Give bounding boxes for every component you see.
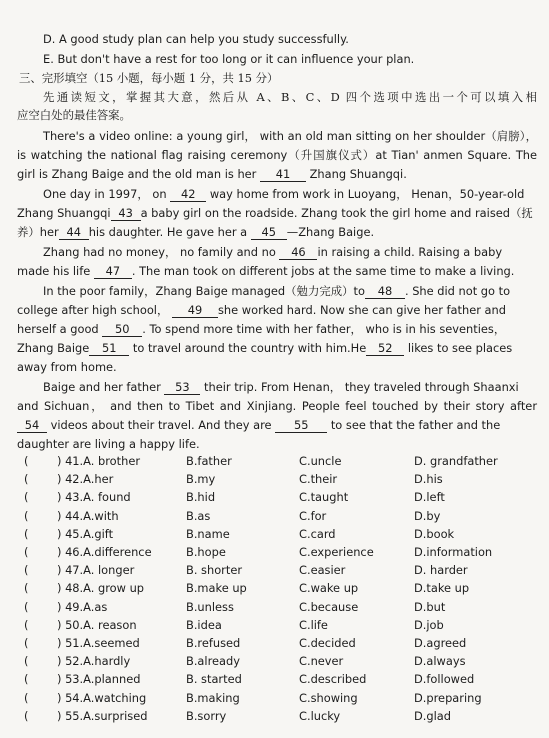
passage-text: One day in 1997， on [43, 187, 167, 201]
passage-text: made his life [17, 264, 91, 278]
option-d: D.left [414, 490, 445, 505]
option-a: ) 50.A. reason [57, 617, 137, 632]
blank-45: 45 [251, 226, 287, 240]
option-b: B.refused [186, 636, 241, 650]
option-e-text: E. But don't have a rest for too long or it can influence your plan. [43, 52, 415, 66]
answer-paren: ( [24, 472, 29, 487]
option-a: ) 47.A. longer [57, 563, 135, 578]
passage-text: —Zhang Baige. [286, 225, 375, 239]
option-d: D.information [414, 545, 493, 559]
question-row [0, 525, 549, 543]
passage-text: . She did not go to [404, 284, 511, 298]
option-c: C.card [299, 526, 336, 541]
blank-50: 50 [102, 323, 142, 337]
blank-48: 48 [365, 285, 405, 299]
passage-line: and Sichuan， and then to Tibet and Xinjiang. People feel touched by their story after [17, 399, 537, 413]
option-c: C.showing [299, 690, 358, 705]
question-row [0, 543, 549, 561]
option-b: B.make up [186, 581, 247, 596]
blank-43: 43 [111, 207, 141, 221]
passage-line [17, 340, 537, 356]
passage-text: . The man took on different jobs at the same time to make a living. [131, 264, 515, 278]
instruction-line-2: 应空白处的最佳答案。 [17, 108, 131, 122]
option-d: D.always [414, 654, 466, 669]
passage-text: girl is Zhang Baige and the old man is her [17, 167, 257, 181]
question-row [0, 634, 549, 652]
blank-54: 54 [17, 419, 47, 433]
option-b: B.hope [186, 545, 226, 559]
passage-line: away from home. [17, 360, 117, 374]
question-row [0, 470, 549, 488]
option-a: ) 48.A. grow up [57, 581, 145, 596]
blank-41: 41 [260, 168, 306, 182]
question-row [0, 561, 549, 579]
answer-paren: ( [24, 526, 29, 541]
passage-text: Baige and her father [43, 380, 161, 394]
passage-text: Zhang Shuangqi. [309, 167, 407, 181]
answer-paren: ( [24, 617, 29, 632]
passage-line [43, 186, 537, 202]
passage-text: she worked hard. Now she can give her father and [218, 303, 506, 317]
passage-text: Zhang Shuangqi [17, 206, 111, 220]
option-b: B.making [186, 690, 240, 705]
question-row [0, 507, 549, 525]
blank-53: 53 [164, 381, 200, 395]
option-b: B.my [186, 472, 216, 487]
option-d: D.job [414, 617, 444, 632]
question-row [0, 579, 549, 597]
option-b: B.as [186, 508, 211, 523]
option-a: ) 51.A.seemed [57, 636, 140, 650]
option-c: C.taught [299, 490, 349, 505]
blank-42: 42 [170, 188, 206, 202]
passage-line [17, 263, 537, 279]
option-c: C.never [299, 654, 344, 669]
question-row [0, 598, 549, 616]
option-a: ) 43.A. found [57, 490, 131, 505]
option-a: ) 44.A.with [57, 508, 119, 523]
question-row [0, 689, 549, 707]
option-d: D.followed [414, 672, 475, 687]
option-b: B. shorter [186, 563, 243, 578]
answer-paren: ( [24, 654, 29, 669]
passage-text: 养）her [17, 225, 59, 239]
option-a: ) 55.A.surprised [57, 708, 148, 723]
option-d: D.preparing [414, 690, 482, 705]
blank-52: 52 [366, 342, 404, 356]
passage-text: Zhang had no money， no family and no [43, 245, 276, 259]
blank-49: 49 [172, 304, 218, 318]
option-a: ) 54.A.watching [57, 690, 147, 705]
answer-paren: ( [24, 545, 29, 559]
option-c: C.life [299, 617, 328, 632]
passage-line [17, 321, 537, 337]
answer-paren: ( [24, 690, 29, 705]
passage-line [17, 417, 537, 433]
option-a: ) 41.A. brother [57, 454, 141, 468]
answer-paren: ( [24, 454, 29, 468]
passage-line: is watching the national flag raising ceremony（升国旗仪式）at Tian' anmen Square. The [17, 148, 537, 162]
question-row [0, 652, 549, 670]
question-row [0, 488, 549, 506]
passage-line [43, 379, 537, 395]
option-d-text: D. A good study plan can help you study successfully. [43, 32, 349, 46]
passage-line [17, 224, 537, 240]
option-b: B. started [186, 672, 242, 687]
passage-line [17, 166, 537, 182]
passage-text: herself a good [17, 322, 99, 336]
passage-text: Zhang Baige [17, 341, 90, 355]
passage-line [17, 205, 537, 221]
option-d: D. grandfather [414, 454, 498, 468]
passage-text: . To spend more time with her father， who is in his seventies， [142, 322, 506, 336]
passage-text: his daughter. He gave her a [88, 225, 248, 239]
question-row [0, 707, 549, 725]
passage-text: a baby girl on the roadside. Zhang took the girl home and raised（抚 [140, 206, 533, 220]
question-row [0, 670, 549, 688]
option-c: C.uncle [299, 454, 342, 468]
option-a: ) 52.A.hardly [57, 654, 131, 669]
option-a: ) 42.A.her [57, 472, 114, 487]
option-d: D.his [414, 472, 443, 487]
passage-text: to see that the father and the [330, 418, 501, 432]
option-b: B.name [186, 526, 230, 541]
passage-text: In the poor family，Zhang Baige managed（勉力完成）to [43, 284, 365, 298]
answer-paren: ( [24, 563, 29, 578]
option-d: D.glad [414, 708, 451, 723]
option-c: C.their [299, 472, 338, 487]
answer-paren: ( [24, 581, 29, 596]
blank-47: 47 [94, 265, 132, 279]
blank-46: 46 [279, 246, 317, 260]
option-d: D.agreed [414, 636, 467, 650]
answer-paren: ( [24, 672, 29, 687]
option-d: D.book [414, 526, 455, 541]
passage-text: in raising a child. Raising a baby [317, 245, 503, 259]
passage-text: likes to see places [407, 341, 513, 355]
passage-line: daughter are living a happy life. [17, 437, 200, 451]
instruction-line-1: 先通读短文，掌握其大意，然后从 A、B、C、D 四个选项中选出一个可以填入相 [43, 90, 537, 104]
option-b: B.already [186, 654, 240, 669]
option-c: C.wake up [299, 581, 359, 596]
answer-paren: ( [24, 490, 29, 505]
passage-line: There's a video online: a young girl， with an old man sitting on her shoulder（肩膀）， [43, 129, 537, 143]
option-c: C.decided [299, 636, 356, 650]
option-b: B.father [186, 454, 232, 468]
option-b: B.unless [186, 599, 234, 614]
passage-text: to travel around the country with him.He [132, 341, 367, 355]
passage-text: their trip. From Henan， they traveled through Shaanxi [204, 380, 519, 394]
answer-paren: ( [24, 708, 29, 723]
question-row [0, 452, 549, 470]
option-c: C.experience [299, 545, 374, 559]
option-c: C.easier [299, 563, 346, 578]
option-a: ) 49.A.as [57, 599, 108, 614]
question-row [0, 616, 549, 634]
option-b: B.idea [186, 617, 222, 632]
answer-paren: ( [24, 599, 29, 614]
option-c: C.described [299, 672, 367, 687]
option-a: ) 46.A.difference [57, 545, 152, 559]
answer-paren: ( [24, 636, 29, 650]
option-d: D.but [414, 599, 446, 614]
blank-44: 44 [59, 226, 89, 240]
answer-paren: ( [24, 508, 29, 523]
option-d: D.take up [414, 581, 470, 596]
option-a: ) 53.A.planned [57, 672, 141, 687]
option-d: D. harder [414, 563, 468, 578]
passage-line [43, 283, 537, 299]
option-b: B.hid [186, 490, 216, 505]
passage-line [43, 244, 537, 260]
passage-line [17, 302, 537, 318]
section-heading: 三、完形填空（15 小题，每小题 1 分，共 15 分） [19, 71, 279, 85]
option-c: C.for [299, 508, 327, 523]
blank-55: 55 [275, 419, 327, 433]
option-d: D.by [414, 508, 441, 523]
passage-text: videos about their travel. And they are [50, 418, 272, 432]
blank-51: 51 [89, 342, 129, 356]
option-c: C.lucky [299, 708, 341, 723]
passage-text: college after high school， [17, 303, 169, 317]
option-c: C.because [299, 599, 359, 614]
option-a: ) 45.A.gift [57, 526, 114, 541]
passage-text: way home from work in Luoyang， Henan，50-year-old [209, 187, 525, 201]
option-b: B.sorry [186, 708, 227, 723]
